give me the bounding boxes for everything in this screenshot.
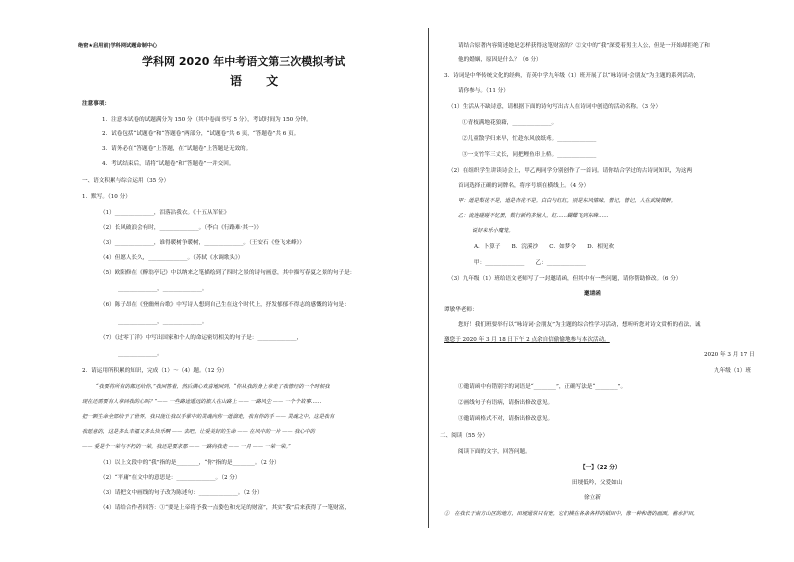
q2-passage: 现在还需要有人拿回我的心吗？”—— 一些路途遥远的旅人在山路上 —— 一路风尘 —— 一个个故事…… <box>82 399 322 405</box>
letter-recipient: 谭敏华老师： <box>444 307 478 313</box>
fix-item: ①邀请函中有错别字的词语是“________”，正确写法是“________”。 <box>458 384 627 390</box>
q1-line: （5）欧阳修在《醉翁亭记》中以纳来之笔描绘到了四时之景的诗句画意，其中描写春夏之景的句子是： <box>100 270 356 276</box>
q2-heading: 2．请运用所积累的知识，完成（1）～（4）题。（12 分） <box>82 368 228 374</box>
q1-line: ______________，______________。 <box>118 286 208 292</box>
article-paragraph: ① 在我长于南方山区的地方，田埂通常只有宽，它们横在各条各样的稻田中，像一种和谐的画面，蓄水护田， <box>444 511 699 517</box>
article-author: 徐立新 <box>584 495 601 501</box>
q1-line: ______________。 <box>118 351 163 357</box>
letter-title: 邀请函 <box>584 291 601 297</box>
note-item: 4．考试结束后，请将“试题卷”和“答题卷”一并交回。 <box>102 161 235 167</box>
q3-s1-item: ③一支竹竿三丈长，同把鲤鱼串上桥。______________ <box>462 152 597 158</box>
letter-body: 邀您于 2020 年 3 月 18 日下午 2 点余自信偷偷地参与本次活动。 <box>444 337 610 343</box>
section-label: 【一】（22 分） <box>580 465 621 471</box>
q2-passage: 把一颗生命全部给予了世界，我只能让我以手掌中的灵魂向你一道溜走，我有你的手 —— 灵魂之中，这是我有 <box>82 414 335 420</box>
q2-cont: 他的婚姻，原因是什么？（6 分） <box>458 57 542 63</box>
article-title: 田埂低吟，父爱如山 <box>572 480 623 486</box>
q3-s3: （3）九年级（1）班给语文老师写了一封邀请函，但其中有一些问题，请你帮助修改。（6 分） <box>448 276 682 282</box>
q1-line: （7）《过零丁洋》中写出国家和个人的命运密切相关的句子是：______________， <box>100 335 303 341</box>
poem-b-cont: 说好来乐小魔笼。 <box>472 228 514 234</box>
subject-title: 语 文 <box>230 74 289 88</box>
q1-line: （2）长风破浪会有时，______________。（李白《行路难·其一》） <box>100 225 262 231</box>
q3-s2: （2）在组织学生讲读诗会上，甲乙两同学分别创作了一首词。请你结合学过的古诗词知识，为这两 <box>448 168 693 174</box>
q3-heading2: 请你参与。（11 分） <box>458 88 509 94</box>
q2-sub: （2）“平庸”在文中的意思是：______________。（2 分） <box>100 475 241 481</box>
q1-line: ______________，______________。 <box>118 319 208 325</box>
q2-cont: 请结合原著内容简述她是怎样获得这笔财富的？②文中的“我”深爱着男主人公，但是一开始却拒绝了和 <box>458 43 710 49</box>
q1-line: （4）但愿人长久，______________。（苏轼《水调歌头》） <box>100 255 244 261</box>
letter-date: 2020 年 3 月 17 日 <box>704 352 755 358</box>
poem-b: 乙：流连碰碰不忆罢，数行新约多恼人。红……蝴蝶飞到东峰…… <box>458 213 609 219</box>
q1-heading: 1．默写。（10 分） <box>82 194 131 200</box>
q2-sub: （3）请把文中画线的句子改为陈述句：______________。（2 分） <box>100 490 263 496</box>
q2-passage: “我要将所有的都还给你，”我回答着，然后满心欢喜地回到，“你从我的身上拿走了我曾经的一个时候我 <box>96 384 330 390</box>
q1-line: （1）______________，泪落沾我衣。《十五从军征》 <box>100 210 230 216</box>
q1-line: （6）陈子昂在《登幽州台歌》中写诗人想到自己生在这个时代上，抒发郁郁不得志的感慨的诗句是： <box>100 302 350 308</box>
part1-heading: 一、语文积累与综合运用（35 分） <box>82 178 170 184</box>
q3-s1-item: ②儿童散学归来早，忙趁东风放纸鸢。______________ <box>462 136 597 142</box>
column-divider <box>428 28 429 528</box>
notes-heading: 注意事项： <box>82 101 110 107</box>
q3-options: A．卜算子 B．浣溪沙 C．如梦令 D．相见欢 <box>474 244 614 250</box>
exam-title: 学科网 2020 年中考语文第三次模拟考试 <box>142 55 346 68</box>
note-item: 2．试卷包括“试题卷”和“答题卷”两部分，“试题卷”共 6 页，“答题卷”共 6 页。 <box>102 131 300 137</box>
q2-sub: （4）请给合作者回答：①“要是上帝将予我一点姿色和充足的财富”，其实“我”后来获得了一笔财富， <box>100 505 350 511</box>
q3-s1: （1）生活从不缺诗意，请根据下面的诗句写出古人在诗词中创造的活动名称。（3 分） <box>448 104 662 110</box>
secret-label: 绝密★启用前|学科网试题命制中心 <box>78 43 158 49</box>
letter-sender: 九年级（1）班 <box>714 368 752 374</box>
fix-item: ③邀请函格式不对，请指出修改意见。 <box>458 416 554 422</box>
letter-body: 您好！我们班要举行以“咏诗词·会朋友”为主题的综合性学习活动，想听听您对诗文赏析的看法，诚 <box>458 322 701 328</box>
poem-a: 甲：道是梨花不是，道是杏花不是。白白与红红，别是东风情味。曾记，曾记，人在武陵微醉。 <box>458 198 676 204</box>
q3-s1-item: ①青枝满地花狼藉，______________。 <box>462 120 558 126</box>
note-item: 3．请务必在“答题卷”上答题，在“试题卷”上答题是无效的。 <box>102 146 252 152</box>
part2-heading: 二、阅读（55 分） <box>440 433 489 439</box>
q3-heading: 3．诗词是中华传统文化的经典，育英中学九年级（1）班开展了以“咏诗词·会朋友”为主题的系列活动， <box>444 73 700 79</box>
fix-item: ②画线句子有语病，请指出修改意见。 <box>458 400 554 406</box>
q2-sub: （1）以上文段中的“我”指的是________，“你”指的是________。（2 分） <box>100 460 280 466</box>
part2-intro: 阅读下面的文字，回答问题。 <box>458 449 531 455</box>
q3-s2b: 首词选择正确的词牌名，将序号填在横线上。（4 分） <box>458 183 590 189</box>
note-item: 1．注意本试卷的试题满分为 150 分（其中卷面书写 5 分），考试时间为 150 分钟。 <box>102 117 312 123</box>
q2-passage: 我愿意的，这是多么幸福又多么快乐啊 —— 去吧，让爱美好的生命 —— 在风中的一片 —— 我心中的 <box>82 429 315 435</box>
q2-passage: —— 爱是个一荣与不朽的一荣，我还是要求那 —— 一路向我走 —— 一月 —— 一荣一荣。” <box>82 444 291 450</box>
q3-answer-line: 甲：______________ 乙：______________ <box>474 260 586 266</box>
q1-line: （3）______________，谁得暖树争暖树，______________。（王安石《登飞来峰》） <box>100 240 305 246</box>
